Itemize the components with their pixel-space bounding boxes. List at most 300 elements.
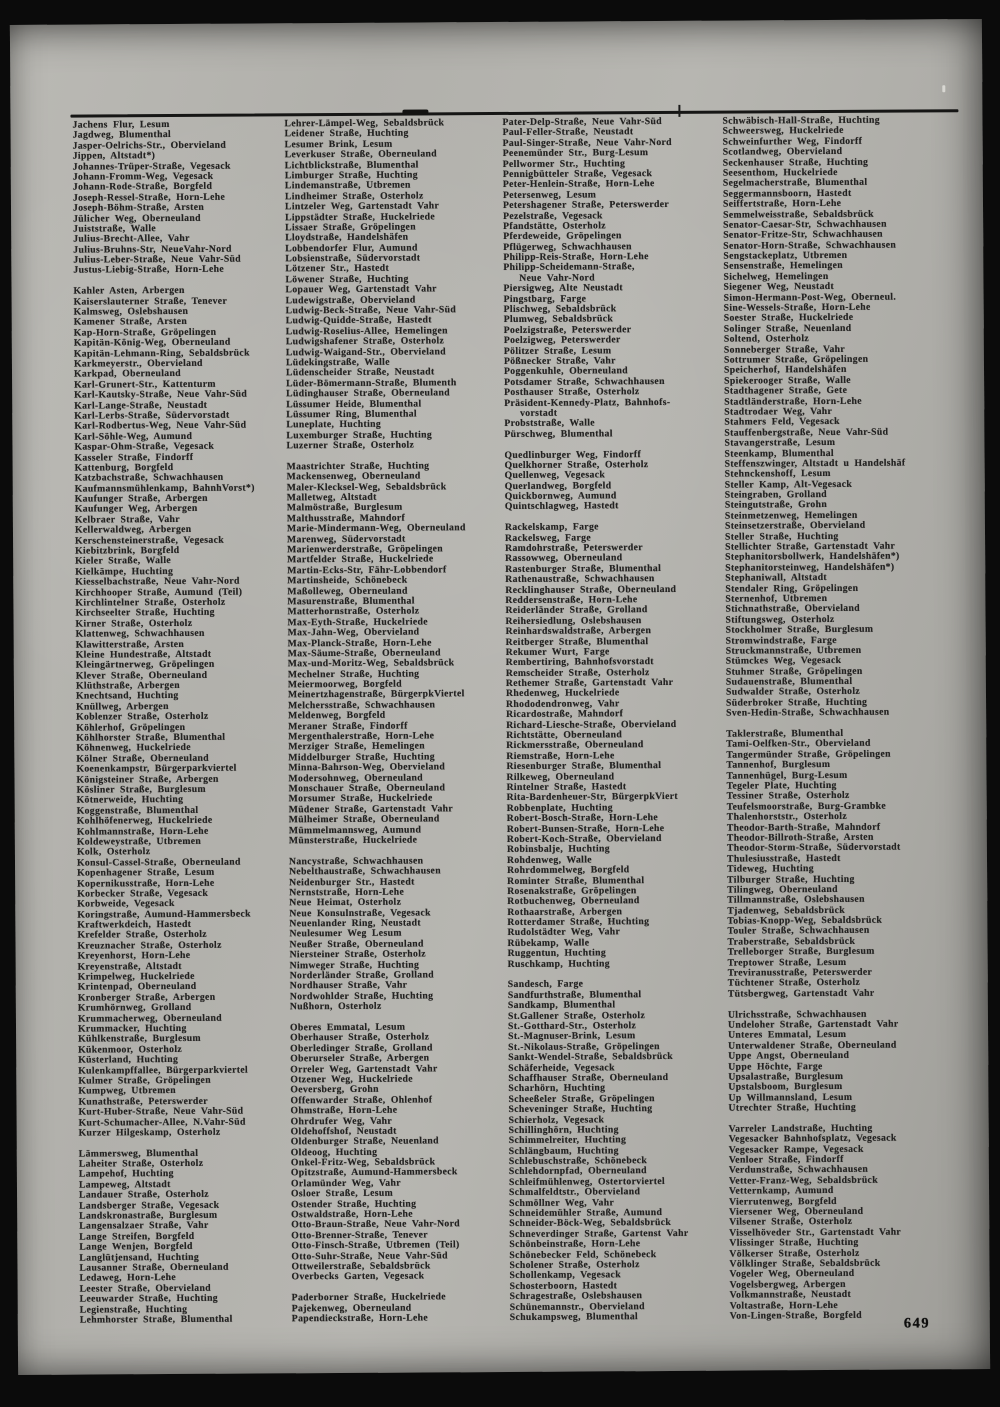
directory-entry: Martinsheide, Schönebeck [287,574,408,587]
directory-entry: Papendieckstraße, Horn-Lehe [291,1312,429,1325]
directory-entry: Otto-Braun-Straße, Neue Vahr-Nord [291,1218,461,1231]
directory-entry: Petersenweg, Lesum [502,189,597,201]
directory-entry: St.-Magnuser-Brink, Lesum [508,1030,636,1043]
directory-entry: Seiffertstraße, Horn-Lehe [722,198,842,210]
directory-entry: Köhlerhof, Gröpelingen [76,721,186,734]
directory-entry: Quellenweg, Vegesack [504,469,606,482]
directory-entry: Lehmhorster Straße, Blumenthal [79,1313,233,1326]
directory-entry: Scheveninger Straße, Huchting [508,1103,653,1116]
directory-entry: Pater-Delp-Straße, Neue Vahr-Süd [502,116,662,128]
directory-entry: Mümmelmannsweg, Aumund [288,824,422,836]
directory-entry: Krimpelweg, Huckelriede [77,970,195,983]
directory-entry: Sudauenstraße, Blumenthal [725,675,853,688]
directory-entry: Marienwerderstraße, Gröpelingen [287,543,444,556]
directory-entry: Lobsienstraße, Südervorstadt [285,252,421,265]
directory-entry: Schweinfurther Weg, Findorff [722,135,863,148]
directory-entry: Rickmersstraße, Oberneuland [506,739,644,752]
directory-entry: Plischweg, Sebaldsbrück [503,303,617,316]
directory-entry: Tobias-Knopp-Weg, Sebaldsbrück [727,914,883,927]
directory-entry: Lehrer-Lämpel-Weg, Sebaldsbrück [284,117,445,130]
directory-entry: Kielkämpe, Huchting [75,565,174,578]
directory-entry: Modersohnweg, Oberneuland [288,772,424,784]
directory-entry: Segelmacherstraße, Blumenthal [722,177,868,189]
directory-entry: Lüder-Bömermann-Straße, Blumenth [286,377,457,390]
directory-entry: Kap-Horn-Straße, Gröpelingen [73,326,217,339]
directory-entry: Kapitän-Lehmann-Ring, Sebaldsbrück [73,347,250,360]
directory-entry: Kühlkenstraße, Burglesum [78,1033,201,1045]
directory-entry: Richtstätte, Oberneuland [506,729,623,742]
directory-entry: Steenkamp, Blumenthal [724,447,834,460]
directory-entry: Robert-Bosch-Straße, Horn-Lehe [506,812,659,825]
directory-entry: Stadtländerstraße, Horn-Lehe [724,395,862,408]
directory-entry: Präsident-Kennedy-Platz, Bahnhofs- [504,396,671,409]
directory-entry: Schwäbisch-Hall-Straße, Huchting [722,114,880,127]
directory-entry: Löwener Straße, Huchting [285,273,409,286]
directory-entry: Theodor-Storm-Straße, Südervorstadt [726,841,901,854]
directory-entry: Neue Konsulnstraße, Vegesack [289,907,431,919]
directory-entry: Upsalastraße, Burglesum [728,1070,844,1083]
directory-entry: Spiekerooger Straße, Walle [724,374,851,387]
directory-entry: Kurt-Schumacher-Allee, N.Vahr-Süd [78,1116,246,1129]
directory-entry: Nebelthaustraße, Schwachhausen [289,865,441,878]
directory-entry: Volkmannstraße, Neustadt [729,1289,852,1301]
directory-entry: Lampeweg, Altstadt [78,1178,171,1191]
directory-entry: Sensenstraße, Hemelingen [723,260,844,273]
directory-entry: Rekumer Wurt, Farge [505,646,610,658]
directory-entry: Kellerwaldweg, Arbergen [74,524,192,536]
directory-entry: Kirner Straße, Osterholz [75,617,193,630]
directory-entry: Sandfurthstraße, Blumenthal [507,988,642,1001]
directory-entry: Seggermannsboorn, Hastedt [722,187,852,200]
directory-entry: Vogelsbergweg, Arbergen [729,1278,846,1291]
directory-entry: Struckmannstraße, Utbremen [725,644,862,657]
directory-entry: Robbenplate, Huchting [506,802,613,814]
directory-entry: Kohlmannstraße, Horn-Lehe [76,825,209,838]
directory-entry: Kirchhooper Straße, Aumund (Teil) [75,586,243,599]
directory-entry: Paul-Singer-Straße, Neue Vahr-Nord [502,136,672,149]
directory-entry: Ohrdrufer Weg, Vahr [290,1115,393,1127]
directory-entry: Vlissinger Straße, Huchting [729,1237,859,1249]
directory-entry: Sine-Wessels-Straße, Horn-Lehe [723,301,871,314]
directory-entry: Onkel-Fritz-Weg, Sebaldsbrück [290,1156,436,1169]
directory-entry: Poggenkuhle, Oberneuland [503,365,628,378]
directory-entry: Voltastraße, Horn-Lehe [729,1299,839,1312]
directory-entry: Otto-Brenner-Straße, Tenever [291,1229,428,1242]
directory-entry: Juiststraße, Walle [73,222,157,235]
directory-entry: Sottrumer Straße, Gröpelingen [723,353,869,366]
directory-entry: Kleingärtnerweg, Gröpelingen [75,659,215,671]
directory-entry: Petershagener Straße, Peterswerder [502,199,670,212]
directory-entry: Unteres Emmatal, Lesum [728,1029,847,1041]
directory-entry: Oeversberg, Grohn [290,1084,379,1096]
directory-entry: St.-Nikolaus-Straße, Gröpelingen [508,1040,660,1053]
directory-entry: Teufelsmoorstraße, Burg-Grambke [726,800,887,813]
directory-entry: Ricardostraße, Mahndorf [506,708,624,721]
directory-entry: Philipp-Reis-Straße, Horn-Lehe [503,251,649,264]
directory-entry: Steffenszwinger, Altstadt u Handelshäf [724,457,906,470]
directory-entry: Offenwarder Straße, Ohlenhof [290,1094,433,1107]
directory-entry: Mechelner Straße, Huchting [287,668,420,680]
directory-entry: Stavangerstraße, Lesum [724,437,836,449]
directory-entry: Koldeweystraße, Utbremen [76,835,202,848]
directory-entry: Tillmannstraße, Oslebshausen [727,894,865,906]
directory-entry: Lüdinghauser Straße, Oberneuland [286,387,450,400]
directory-entry: Koblenzer Straße, Osterholz [76,711,209,723]
directory-entry: Süderbroker Straße, Huchting [726,696,868,709]
directory-entry: Kirchseelter Straße, Huchting [75,607,215,619]
directory-entry: Rübekamp, Walle [507,937,590,949]
directory-entry: Stichnathstraße, Obervieland [725,603,860,615]
directory-entry: Kieler Straße, Walle [75,555,172,567]
directory-entry: Leverkuser Straße, Oberneuland [284,148,438,161]
directory-entry: Poelzigweg, Peterswerder [503,334,621,347]
directory-entry: Senator-Caesar-Str, Schwachhausen [723,218,887,231]
directory-entry: Rathenaustraße, Schwachhausen [505,573,655,586]
directory-entry: Simon-Hermann-Post-Weg, Oberneul. [723,291,897,304]
directory-entry: Nancystraße, Schwachhausen [288,855,424,868]
directory-entry: Schlängbaum, Huchting [508,1144,619,1157]
directory-entry: Steinmetzenweg, Hemelingen [724,509,858,522]
directory-entry: Kölner Straße, Oberneuland [76,752,210,765]
directory-entry: Katzbachstraße, Schwachhausen [74,471,224,484]
directory-entry: Stauffenbergstraße, Neue Vahr-Süd [724,426,889,439]
directory-entry: Up Willmannsland, Lesum [728,1091,853,1104]
directory-entry: Steller Straße, Huchting [724,530,839,543]
directory-entry: Schmöllner Weg, Vahr [509,1196,615,1209]
directory-entry: Touler Straße, Schwachhausen [727,925,870,938]
directory-entry: Stümckes Weg, Vegesack [725,655,842,667]
directory-entry: Schosterboorn, Hastedt [509,1280,618,1292]
directory-entry: Justus-Liebig-Straße, Horn-Lehe [73,264,225,277]
directory-entry: Martfelder Straße, Huckelriede [287,553,434,566]
directory-entry: Pennigbütteler Straße, Vegesack [502,168,653,180]
directory-entry: Schragestraße, Oslebshausen [509,1290,643,1303]
directory-entry: Merziger Straße, Hemelingen [288,740,426,753]
directory-entry: Kurzer Hilgeskamp, Osterholz [78,1126,221,1139]
directory-entry: Philipp-Scheidemann-Straße, [503,261,635,274]
directory-entry: Köhlhorster Straße, Blumenthal [76,731,226,744]
directory-entry: Tegeler Plate, Huchting [726,779,837,792]
directory-entry: Kerschensteinerstraße, Vegesack [75,534,225,547]
directory-entry: Theodor-Barth-Straße, Mahndorf [726,821,881,834]
directory-entry: Tüchtener Straße, Osterholz [727,977,861,990]
directory-entry: Orlamünder Weg, Vahr [290,1177,401,1190]
directory-entry: Masurenstraße, Blumenthal [287,595,415,608]
directory-entry: Oldeoog, Huchting [290,1146,378,1158]
directory-entry: Sengstackeplatz, Utbremen [723,249,848,262]
directory-entry: Kolk, Osterholz [76,846,151,858]
directory-entry: St.-Gotthard-Str., Osterholz [507,1020,637,1032]
directory-entry: Tessiner Straße, Osterholz [726,790,850,803]
directory-entry: Reihersiedlung, Oslebshausen [505,614,642,627]
directory-entry: Jülicher Weg, Oberneuland [73,212,201,225]
directory-entry: Rembertiring, Bahnhofsvorstadt [505,656,654,669]
directory-entry: Schlehdornpfad, Oberneuland [508,1165,647,1178]
directory-entry: Pferdeweide, Gröpelingen [503,230,622,243]
directory-entry: Kaufunger Straße, Arbergen [74,492,208,505]
directory-entry: Rackelskamp, Farge [504,521,599,534]
directory-entry: Posthauser Straße, Osterholz [504,386,640,399]
directory-entry: Julius-Leber-Straße, Neue Vahr-Süd [73,253,242,266]
directory-entry: Varreler Landstraße, Huchting [728,1122,873,1135]
directory-entry: Karl-Kautsky-Straße, Neue Vahr-Süd [74,388,248,401]
directory-entry: Vierrutenweg, Borgfeld [729,1195,837,1208]
directory-entry: Meinertzhagenstraße, BürgerpkViertel [287,688,465,701]
directory-entry: Ulrichsstraße, Schwachhausen [727,1008,867,1021]
directory-column-3 [502,117,724,1324]
directory-entry: Stadtrodaer Weg, Vahr [724,405,833,418]
rule-smudge [402,109,428,114]
directory-entry: Krintenpad, Oberneuland [77,981,197,994]
directory-entry: Ruggentun, Huchting [507,947,607,960]
directory-entry: Thalenhorststr., Osterholz [726,811,848,823]
directory-entry: Jippen, Altstadt*) [72,150,156,162]
directory-entry: Pürschweg, Blumenthal [504,428,613,440]
directory-entry: Steinsetzerstraße, Obervieland [724,519,866,532]
directory-entry: Schukampsweg, Blumenthal [509,1311,639,1323]
directory-entry: Thulesiusstraße, Hastedt [726,852,841,865]
directory-entry: Pölitzer Straße, Lesum [503,344,612,357]
directory-entry: Rintelner Straße, Hastedt [506,781,627,793]
directory-entry: Schweersweg, Huckelriede [722,125,844,138]
directory-entry: Matterhornstraße, Osterholz [287,605,420,618]
directory-entry: Joseph-Ressel-Straße, Horn-Lehe [72,191,226,204]
directory-entry: Schierholz, Vegesack [508,1113,605,1126]
directory-entry: Querlandweg, Borgfeld [504,479,612,492]
directory-entry: Pellwormer Str., Huchting [502,157,626,170]
directory-entry: Stiftungsweg, Osterholz [725,613,835,626]
directory-entry: Kelbraer Straße, Vahr [74,513,180,526]
directory-entry: Lausanner Straße, Oberneuland [79,1261,229,1274]
directory-entry: Otto-Suhr-Straße, Neue Vahr-Süd [291,1249,448,1262]
directory-entry: Rothaarstraße, Arbergen [507,905,623,918]
directory-entry: Völklinger Straße, Sebaldsbrück [729,1257,881,1270]
directory-entry: Lesumer Brink, Lesum [284,138,393,151]
directory-entry: Köhnenweg, Huckelriede [76,742,191,755]
directory-entry: Lintzeler Weg, Gartenstadt Vahr [284,200,440,213]
directory-entry: Rastenburger Straße, Blumenthal [505,562,662,575]
directory-entry: Tütsbergweg, Gartenstadt Vahr [727,987,875,1000]
directory-entry: Orreler Weg, Gartenstadt Vahr [290,1062,438,1075]
directory-entry: Landskronastraße, Burglesum [79,1209,218,1222]
directory-entry: Vetternkamp, Aumund [728,1185,834,1197]
directory-entry: Quickbornweg, Aumund [504,490,617,503]
directory-entry: Stehnckenshoff, Lesum [724,468,831,480]
directory-entry: Remscheider Straße, Osterholz [505,666,650,679]
directory-entry: Poelzigstraße, Peterswerder [503,324,632,336]
directory-entry: Rotbuchenweg, Oberneuland [507,895,640,908]
directory-entry: Lissaer Straße, Gröpelingen [285,221,416,234]
directory-entry: Stephanitorsteinweg, Handelshäfen*) [725,561,895,574]
directory-entry: Maastrichter Straße, Huchting [286,460,430,473]
directory-entry: Schünemannstr., Obervieland [509,1300,645,1313]
page-number: 649 [903,1315,931,1332]
directory-entry: Meraner Straße, Findorff [288,720,408,732]
directory-column-4 [722,115,944,1322]
directory-entry: Vogeler Weg, Oberneuland [729,1268,855,1280]
directory-entry: Lüssumer Ring, Blumenthal [286,408,417,421]
directory-entry: Quintschlagweg, Hastedt [504,500,619,513]
directory-entry: Kalmsweg, Oslebshausen [73,305,189,318]
directory-entry: Joseph-Böhm-Straße, Arsten [72,201,205,214]
directory-entry: Jasper-Oelrichs-Str., Obervieland [72,139,227,152]
directory-entry: Vegesacker Bahnhofsplatz, Vegesack [728,1132,897,1145]
directory-entry: Langensalzaer Straße, Vahr [79,1220,209,1232]
directory-entry: Mergenthalerstraße, Horn-Lehe [288,730,435,743]
directory-entry: Mülheimer Straße, Oberneuland [288,813,440,826]
directory-entry: Landsberger Straße, Vegesack [79,1199,220,1212]
directory-entry: Nordhauser Straße, Vahr [289,979,408,992]
directory-entry: Kötnerweide, Huchting [76,794,184,806]
directory-column-1 [72,119,294,1326]
directory-entry: Koggenstraße, Blumenthal [76,804,199,817]
directory-entry: Ludwig-Beck-Straße, Neue Vahr-Süd [285,304,457,317]
directory-entry: Rominter Straße, Blumenthal [507,874,645,887]
directory-entry: Lüdenscheider Straße, Neustadt [285,366,435,379]
directory-entry: Schneverdinger Straße, Gartenst Vahr [509,1227,689,1240]
directory-entry: Ruschkamp, Huchting [507,957,610,970]
directory-entry: Taklerstraße, Blumenthal [726,727,844,740]
directory-entry: Leester Straße, Obervieland [79,1282,211,1295]
directory-entry: Robert-Bunsen-Straße, Horn-Lehe [506,822,665,835]
directory-entry: Kaiserslauterner Straße, Tenever [73,295,228,308]
directory-entry: Neidenburger Str., Hastedt [289,876,415,888]
directory-entry: Reinhardswaldstraße, Arbergen [505,625,652,638]
directory-entry: Legienstraße, Huchting [79,1303,188,1316]
directory-entry: Niersteiner Straße, Osterholz [289,948,426,961]
directory-entry: Max-Jahn-Weg, Obervieland [287,626,420,639]
directory-entry: Karkmeyerstr., Obervieland [73,357,203,370]
directory-entry: Scheeßeler Straße, Gröpelingen [508,1092,655,1105]
directory-entry: Kükenmoor, Osterholz [78,1043,183,1056]
directory-entry: Senator-Fritze-Str, Schwachhausen [723,228,883,241]
directory-entry: Undeloher Straße, Gartenstadt Vahr [727,1018,899,1031]
directory-entry: Krumhörnweg, Grolland [77,1002,192,1014]
directory-entry: Potsdamer Straße, Schwachhausen [504,375,665,388]
directory-entry: Schleifmühlenweg, Ostertorviertel [508,1175,666,1188]
directory-entry: Kunathstraße, Peterswerder [78,1095,208,1108]
directory-entry: Tilburger Straße, Huchting [727,873,855,886]
directory-entry: Quedlinburger Weg, Findorff [504,448,642,461]
directory-entry: Norderländer Straße, Grolland [289,969,434,982]
directory-entry: Viersener Weg, Oberneuland [729,1205,864,1218]
directory-entry: Müdener Straße, Gartenstadt Vahr [288,803,454,816]
directory-entry: Kulmer Straße, Gröpelingen [78,1074,211,1087]
directory-entry: Opitzstraße, Aumund-Hammersbeck [290,1166,458,1179]
directory-entry: Schlebuschstraße, Schönebeck [508,1155,648,1168]
directory-entry: Korbecker Straße, Vegesack [77,887,209,900]
directory-entry: Küsterland, Huchting [78,1054,179,1066]
directory-entry: Riesenburger Straße, Blumenthal [506,760,662,773]
directory-entry: Stadthagener Straße, Gete [724,385,848,397]
directory-entry: Landauer Straße, Osterholz [79,1189,209,1201]
directory-entry: Kreyenhorst, Horn-Lehe [77,950,191,962]
directory-entry: Knüllweg, Arbergen [76,700,169,713]
directory-entry: Recklinghauser Straße, Oberneuland [505,583,677,596]
directory-entry: Rhedenweg, Huckelriede [505,687,620,700]
directory-entry: Lötzener Str., Hastedt [285,263,390,275]
directory-entry: Karl-Lerbs-Straße, Südervorstadt [74,409,230,422]
directory-entry: Kapitän-König-Weg, Oberneuland [73,336,231,349]
directory-entry: Julius-Bruhns-Str, NeueVahr-Nord [73,243,232,256]
directory-entry: Kattenburg, Borgfeld [74,461,174,474]
directory-entry: Rita-Bardenheuer-Str, BürgerpkViert [506,791,678,804]
directory-entry: Klawitterstraße, Arsten [75,638,185,651]
directory-entry: Völkerser Straße, Osterholz [729,1247,860,1260]
directory-entry: Kreuznacher Straße, Osterholz [77,939,222,952]
directory-entry: Tangermünder Straße, Gröpelingen [726,748,891,761]
directory-entry: Kaufmannsmühlenkamp, BahnhVorst*) [74,482,255,495]
directory-entry: Stephaniwall, Altstadt [725,572,828,584]
directory-entry: Overbecks Garten, Vegesack [291,1270,425,1283]
directory-entry: Knechtsand, Huchting [75,690,179,703]
directory-entry: Koenenkampstr, Bürgerparkviertel [76,762,237,775]
directory-entry: Schneidemühler Straße, Aumund [509,1207,663,1219]
directory-entry: Nußhorn, Osterholz [289,1000,382,1013]
directory-entry: Koringstraße, Aumund-Hammersbeck [77,908,251,921]
directory-entry: Lämmersweg, Blumenthal [78,1147,199,1160]
directory-entry: Schmalfeldtstr., Obervieland [508,1186,641,1199]
directory-entry: Kopernikusstraße, Horn-Lehe [77,877,215,890]
directory-entry: Stuhmer Straße, Gröpelingen [725,665,863,678]
scanned-page [10,19,990,1375]
directory-entry: Schimmelreiter, Huchting [508,1134,627,1147]
directory-entry: Langlütjensand, Huchting [79,1251,200,1264]
directory-entry: Luzerner Straße, Osterholz [286,439,415,452]
directory-entry: Schillinghörn, Huchting [508,1124,619,1136]
directory-entry: Rethemer Straße, Gartenstadt Vahr [505,677,674,690]
directory-entry: Laheiter Straße, Osterholz [78,1157,204,1170]
directory-entry: Oldenburger Straße, Neuenland [290,1135,439,1148]
directory-entry: Rackelsweg, Farge [504,532,591,544]
directory-entry: Tilingweg, Oberneuland [727,883,838,896]
directory-entry: Pößnecker Straße, Vahr [503,355,616,367]
directory-entry: Klattenweg, Schwachhausen [75,627,205,640]
directory-entry: Seesenthom, Huckelriede [722,166,838,179]
directory-entry: Trelleborger Straße, Burglesum [727,945,875,958]
directory-entry: Sandkamp, Blumenthal [507,999,616,1012]
directory-entry: Neußer Straße, Oberneuland [289,938,424,951]
directory-entry: Treptower Straße, Lesum [727,956,847,969]
directory-column-2 [284,118,506,1325]
directory-entry: Neulesumer Weg Lesum [289,928,402,940]
directory-entry: Reitberger Straße, Blumenthal [505,635,649,648]
directory-entry: Pingstbarg, Farge [503,293,587,305]
directory-entry: Utrechter Straße, Huchting [728,1101,857,1114]
directory-entry: Sven-Hedin-Straße, Schwachhausen [726,706,890,719]
directory-entry: Lichtblickstraße, Blumenthal [284,159,419,171]
directory-entry: Scharhörn, Huchting [508,1082,606,1095]
directory-entry: Pflügerweg, Schwachhausen [503,240,632,253]
directory-entry: Kraftwerkdeich, Hastedt [77,918,192,931]
directory-entry: Ostender Straße, Huchting [291,1198,417,1210]
directory-entry: Oberes Emmatal, Lesum [289,1021,406,1034]
directory-entry: Kaspar-Ohm-Straße, Vegesack [74,440,215,453]
directory-entry: Kahler Asten, Arbergen [73,285,185,297]
directory-entry: Ohmstraße, Horn-Lehe [290,1104,398,1117]
directory-entry: Stromwindstraße, Farge [725,634,837,647]
directory-entry: Melchersstraße, Schwachhausen [288,699,436,712]
directory-entry: Steller Kamp, Alt-Vegesack [724,478,853,491]
directory-entry: Karkpad, Oberneuland [73,368,182,380]
directory-entry: Uppe Höchte, Farge [728,1060,823,1073]
directory-entry: Vetter-Franz-Weg, Sebaldsbrück [728,1174,878,1187]
directory-entry: Schönbeinstraße, Horn-Lehe [509,1238,641,1251]
directory-entry: Julius-Brecht-Allee, Vahr [73,233,190,245]
directory-entry: Karl-Söhle-Weg, Aumund [74,430,193,443]
directory-entry: Rosenakstraße, Gröpelingen [507,885,637,897]
directory-entry: Königsteiner Straße, Arbergen [76,773,219,786]
